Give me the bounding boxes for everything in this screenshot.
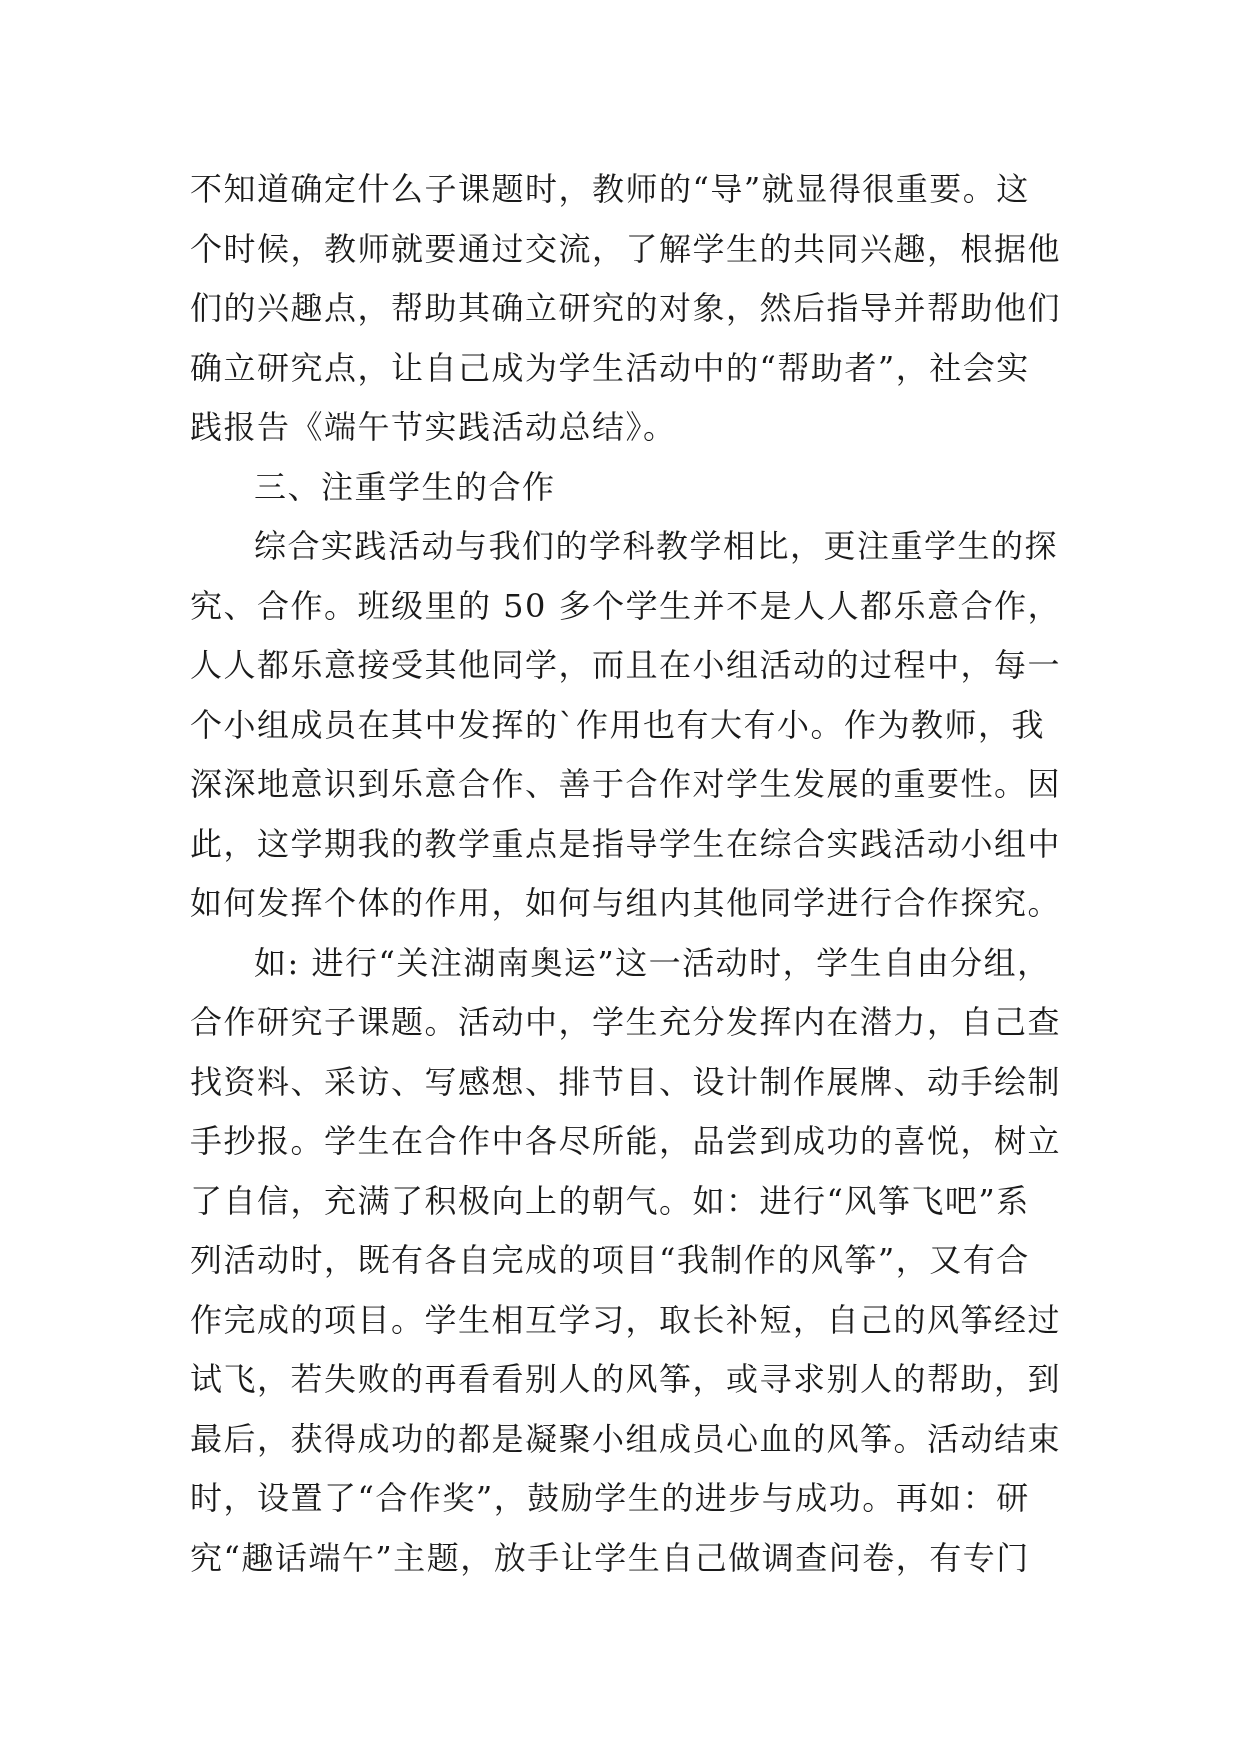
text-line: 作完成的项目。学生相互学习，取长补短，自己的风筝经过 — [190, 1300, 1062, 1339]
text-line: 人人都乐意接受其他同学，而且在小组活动的过程中，每一 — [190, 646, 1062, 684]
text-line: 们的兴趣点，帮助其确立研究的对象，然后指导并帮助他们 — [190, 289, 1062, 327]
text-line: 如何发挥个体的作用，如何与组内其他同学进行合作探究。 — [190, 884, 1062, 922]
text-line: 找资料、采访、写感想、排节目、设计制作展牌、动手绘制 — [190, 1062, 1062, 1101]
text-line: 手抄报。学生在合作中各尽所能，品尝到成功的喜悦，树立 — [190, 1122, 1062, 1160]
text-line: 如: 进行“关注湖南奥运”这一活动时，学生自由分组， — [254, 943, 1051, 982]
text-line: 列活动时，既有各自完成的项目“我制作的风筝”，又有合 — [190, 1241, 1030, 1279]
section-heading: 三、注重学生的合作 — [254, 467, 556, 506]
text-line: 究、合作。班级里的 50 多个学生并不是人人都乐意合作， — [190, 586, 1062, 625]
text-line: 究“趣话端午”主题，放手让学生自己做调查问卷，有专门 — [190, 1538, 1030, 1577]
text-line: 综合实践活动与我们的学科教学相比，更注重学生的探 — [254, 527, 1059, 565]
text-line: 试飞，若失败的再看看别人的风筝，或寻求别人的帮助，到 — [190, 1360, 1062, 1398]
text-line: 个时候，教师就要通过交流，了解学生的共同兴趣，根据他 — [190, 229, 1062, 268]
text-line: 深深地意识到乐意合作、善于合作对学生发展的重要性。因 — [190, 765, 1062, 803]
text-line: 时，设置了“合作奖”，鼓励学生的进步与成功。再如：研 — [190, 1479, 1030, 1517]
text-line: 践报告《端午节实践活动总结》。 — [190, 408, 677, 446]
text-line: 此，这学期我的教学重点是指导学生在综合实践活动小组中 — [190, 824, 1062, 863]
text-line: 合作研究子课题。活动中，学生充分发挥内在潜力，自己查 — [190, 1003, 1062, 1041]
text-line: 最后，获得成功的都是凝聚小组成员心血的风筝。活动结束 — [190, 1419, 1062, 1458]
text-line: 个小组成员在其中发挥的`作用也有大有小。作为教师，我 — [190, 705, 1046, 744]
text-line: 不知道确定什么子课题时，教师的“导”就显得很重要。这 — [190, 170, 1030, 208]
body-text — [190, 160, 1060, 1588]
text-line: 确立研究点，让自己成为学生活动中的“帮助者”，社会实 — [190, 348, 1030, 387]
text-line: 了自信，充满了积极向上的朝气。如：进行“风筝飞吧”系 — [190, 1181, 1030, 1220]
